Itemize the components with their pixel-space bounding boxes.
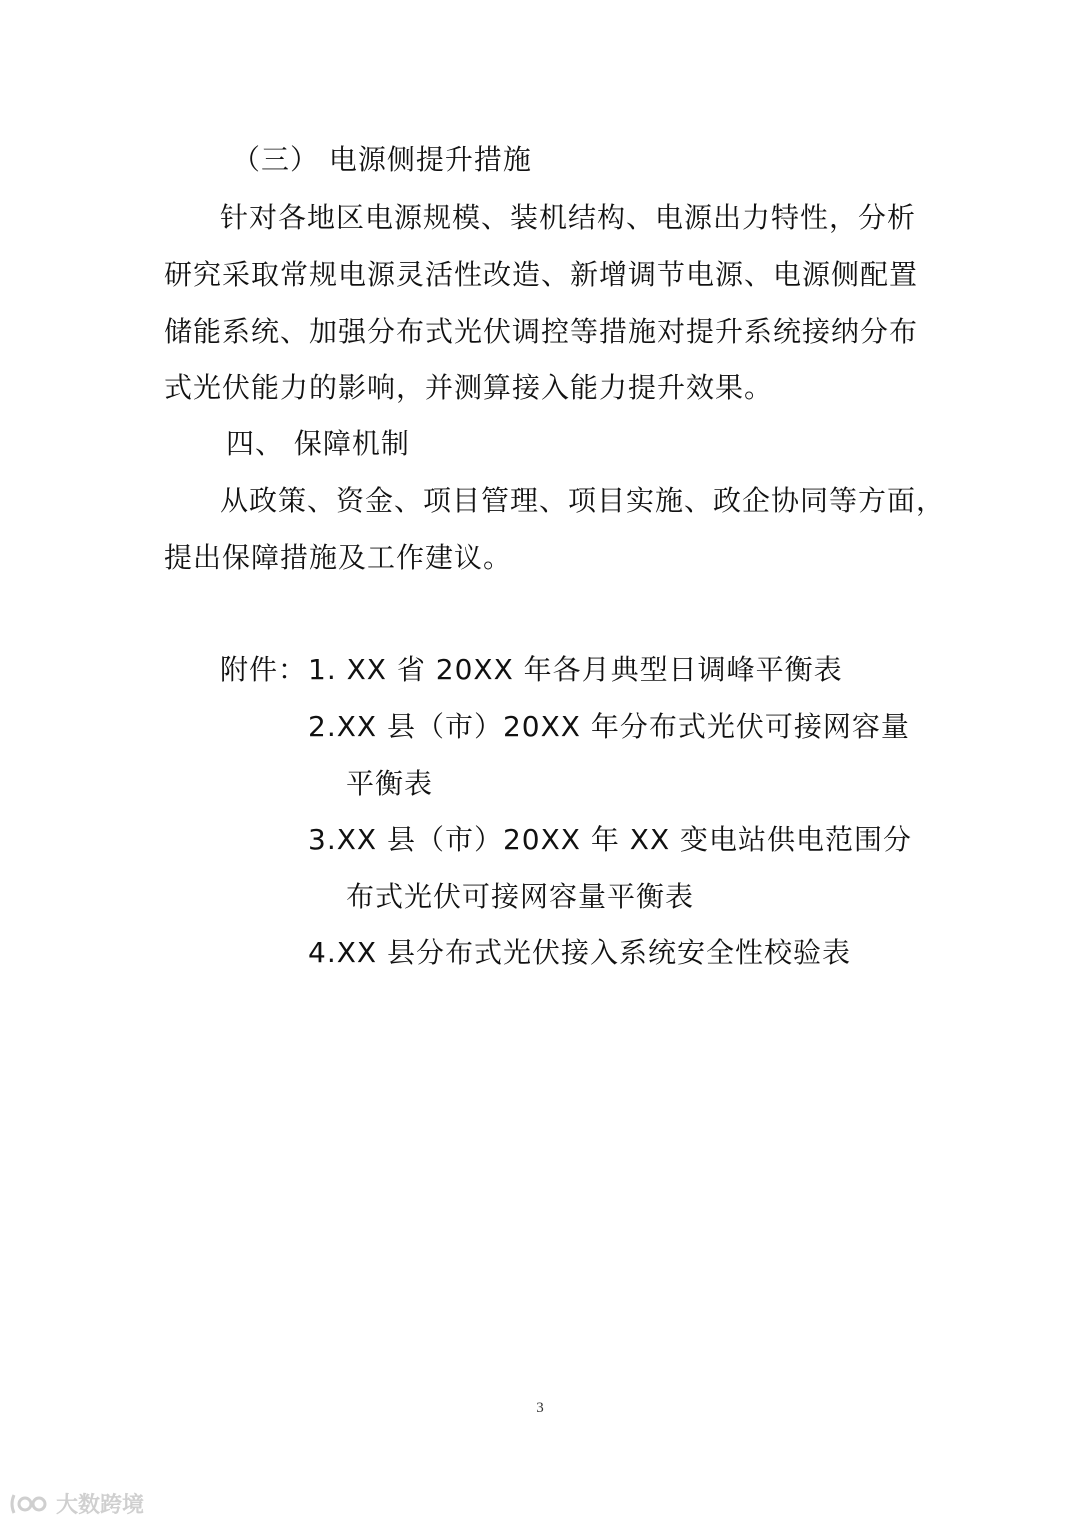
section4-heading: 四、 保障机制 <box>226 427 410 460</box>
page-number: 3 <box>536 1400 544 1416</box>
attachment-item-4: 4.XX 县分布式光伏接入系统安全性校验表 <box>308 936 851 969</box>
attachment-item-2: 2.XX 县（市）20XX 年分布式光伏可接网容量 <box>308 710 910 743</box>
section3-heading: （三） 电源侧提升措施 <box>232 143 532 176</box>
attachments-label: 附件： <box>220 653 308 686</box>
watermark-logo-icon <box>8 1491 50 1517</box>
watermark <box>8 1488 144 1519</box>
section4-para-line-1: 从政策、资金、项目管理、项目实施、政企协同等方面， <box>220 484 946 517</box>
section3-para-line-4: 式光伏能力的影响，并测算接入能力提升效果。 <box>164 371 774 404</box>
section3-para-line-2: 研究采取常规电源灵活性改造、新增调节电源、电源侧配置 <box>164 258 919 291</box>
watermark-text: 大数跨境 <box>56 1493 145 1518</box>
attachment-item-1: 1. XX 省 20XX 年各月典型日调峰平衡表 <box>308 653 843 686</box>
attachment-item-2-cont: 平衡表 <box>346 767 434 800</box>
section4-para-line-2: 提出保障措施及工作建议。 <box>164 541 513 574</box>
section3-para-line-1: 针对各地区电源规模、装机结构、电源出力特性，分析 <box>220 201 917 234</box>
attachment-item-3: 3.XX 县（市）20XX 年 XX 变电站供电范围分 <box>308 823 913 856</box>
section3-para-line-3: 储能系统、加强分布式光伏调控等措施对提升系统接纳分布 <box>164 315 919 348</box>
attachment-item-3-cont: 布式光伏可接网容量平衡表 <box>346 880 695 913</box>
